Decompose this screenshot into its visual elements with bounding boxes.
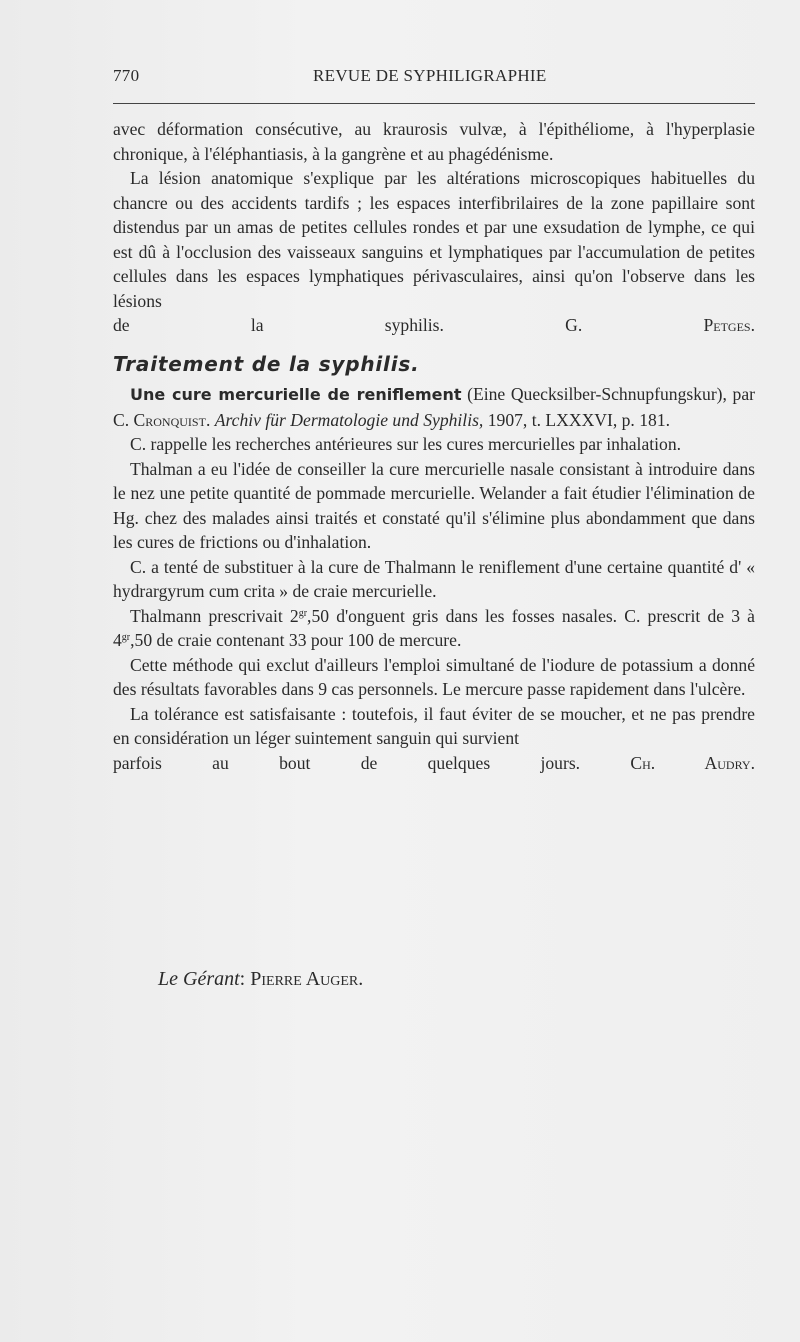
- running-title: REVUE DE SYPHILIGRAPHIE: [313, 66, 547, 85]
- signature-line: [113, 313, 755, 338]
- p4-part-a: Thalmann prescrivait 2: [130, 605, 299, 626]
- paragraph-6: [113, 702, 755, 751]
- paragraph-1: C. rappelle les recherches antérieures sur les cures mercurielles par inhalation.: [130, 434, 682, 454]
- page-number: 770: [113, 66, 140, 85]
- gerant-colon: :: [239, 968, 251, 990]
- p6-last-words: parfois au bout de quelques jours.: [113, 752, 581, 773]
- p6-text: La tolérance est satisfaisante : toutefois, il faut éviter de se moucher, et ne pas prendre en considération un léger suintement sanguin qui survient: [113, 703, 755, 748]
- signature-audry: Ch. Audry.: [630, 752, 755, 773]
- body-text: [113, 117, 755, 775]
- gerant-line: [158, 968, 363, 991]
- lesion-paragraph: [113, 166, 755, 313]
- article-title: Une cure mercurielle de reniflement: [130, 385, 462, 404]
- signature-line-audry: [113, 751, 755, 776]
- paragraph-3: C. a tenté de substituer à la cure de Thalmann le reniflement d'une certaine quantité d' « hydrargyrum cum crita » de craie mercurielle.: [113, 556, 755, 601]
- article-author-sep: .: [205, 409, 215, 430]
- article-orig-title: (Eine Quecksilber-Schnupfungskur), par: [461, 384, 756, 404]
- p4-part-b: ,50 d'onguent gris dans les fosses nasales. C. prescrit de 3 à 4: [113, 605, 755, 650]
- section-title: Traitement de la syphilis.: [113, 351, 420, 376]
- gerant-label: Le Gérant: [158, 968, 240, 990]
- paragraph-5: Cette méthode qui exclut d'ailleurs l'emploi simultané de l'iodure de potassium a donné des résultats favorables dans 9 cas personnels. Le mercure passe rapidement dans l'ulcère.: [113, 654, 755, 699]
- gerant-name: Pierre Auger.: [250, 968, 364, 990]
- p4-unit-1: gr: [298, 607, 308, 619]
- p4-part-c: ,50 de craie contenant 33 pour 100 de mercure.: [130, 630, 462, 650]
- p4-unit-2: gr: [121, 632, 131, 643]
- lesion-text: La lésion anatomique s'explique par les altérations microscopiques habituelles du chancre ou des accidents tardifs ; les espaces interfibrilaires de la zone papillaire sont distendus par un amas de petites cellules rondes et par une exsudation de lymphe, ce qui est dû à l'occlusion des vaisseaux sanguins et lymphatiques par l'accumulation de petites cellules dans les espaces lymphatiques périvasculaires, ainsi qu'on l'observe dans les lésions: [113, 168, 755, 311]
- header-rule: [113, 103, 755, 104]
- continued-paragraph: avec déformation consécutive, au kraurosis vulvæ, à l'épithéliome, à l'hyperplasie chronique, à l'éléphantiasis, à la gangrène et au phagédénisme.: [113, 119, 755, 164]
- article-ref: 1907, t. LXXXVI, p. 181.: [483, 409, 671, 430]
- lesion-last-words: de la syphilis.: [113, 315, 444, 335]
- article-heading: [113, 382, 755, 432]
- article-journal: Archiv für Dermatologie und Syphilis,: [214, 409, 484, 430]
- paragraph-2: Thalman a eu l'idée de conseiller la cure mercurielle nasale consistant à introduire dans le nez une petite quantité de pommade mercurielle. Welander a fait étudier l'élimination de Hg. chez des malades ainsi traités et constaté qu'il s'élimine plus abondamment que dans les cures de frictions ou d'inhalation.: [113, 458, 755, 552]
- article-author: C. Cronquist: [113, 409, 206, 430]
- paragraph-4: [113, 604, 755, 653]
- signature-petges: G. Petges.: [565, 315, 755, 335]
